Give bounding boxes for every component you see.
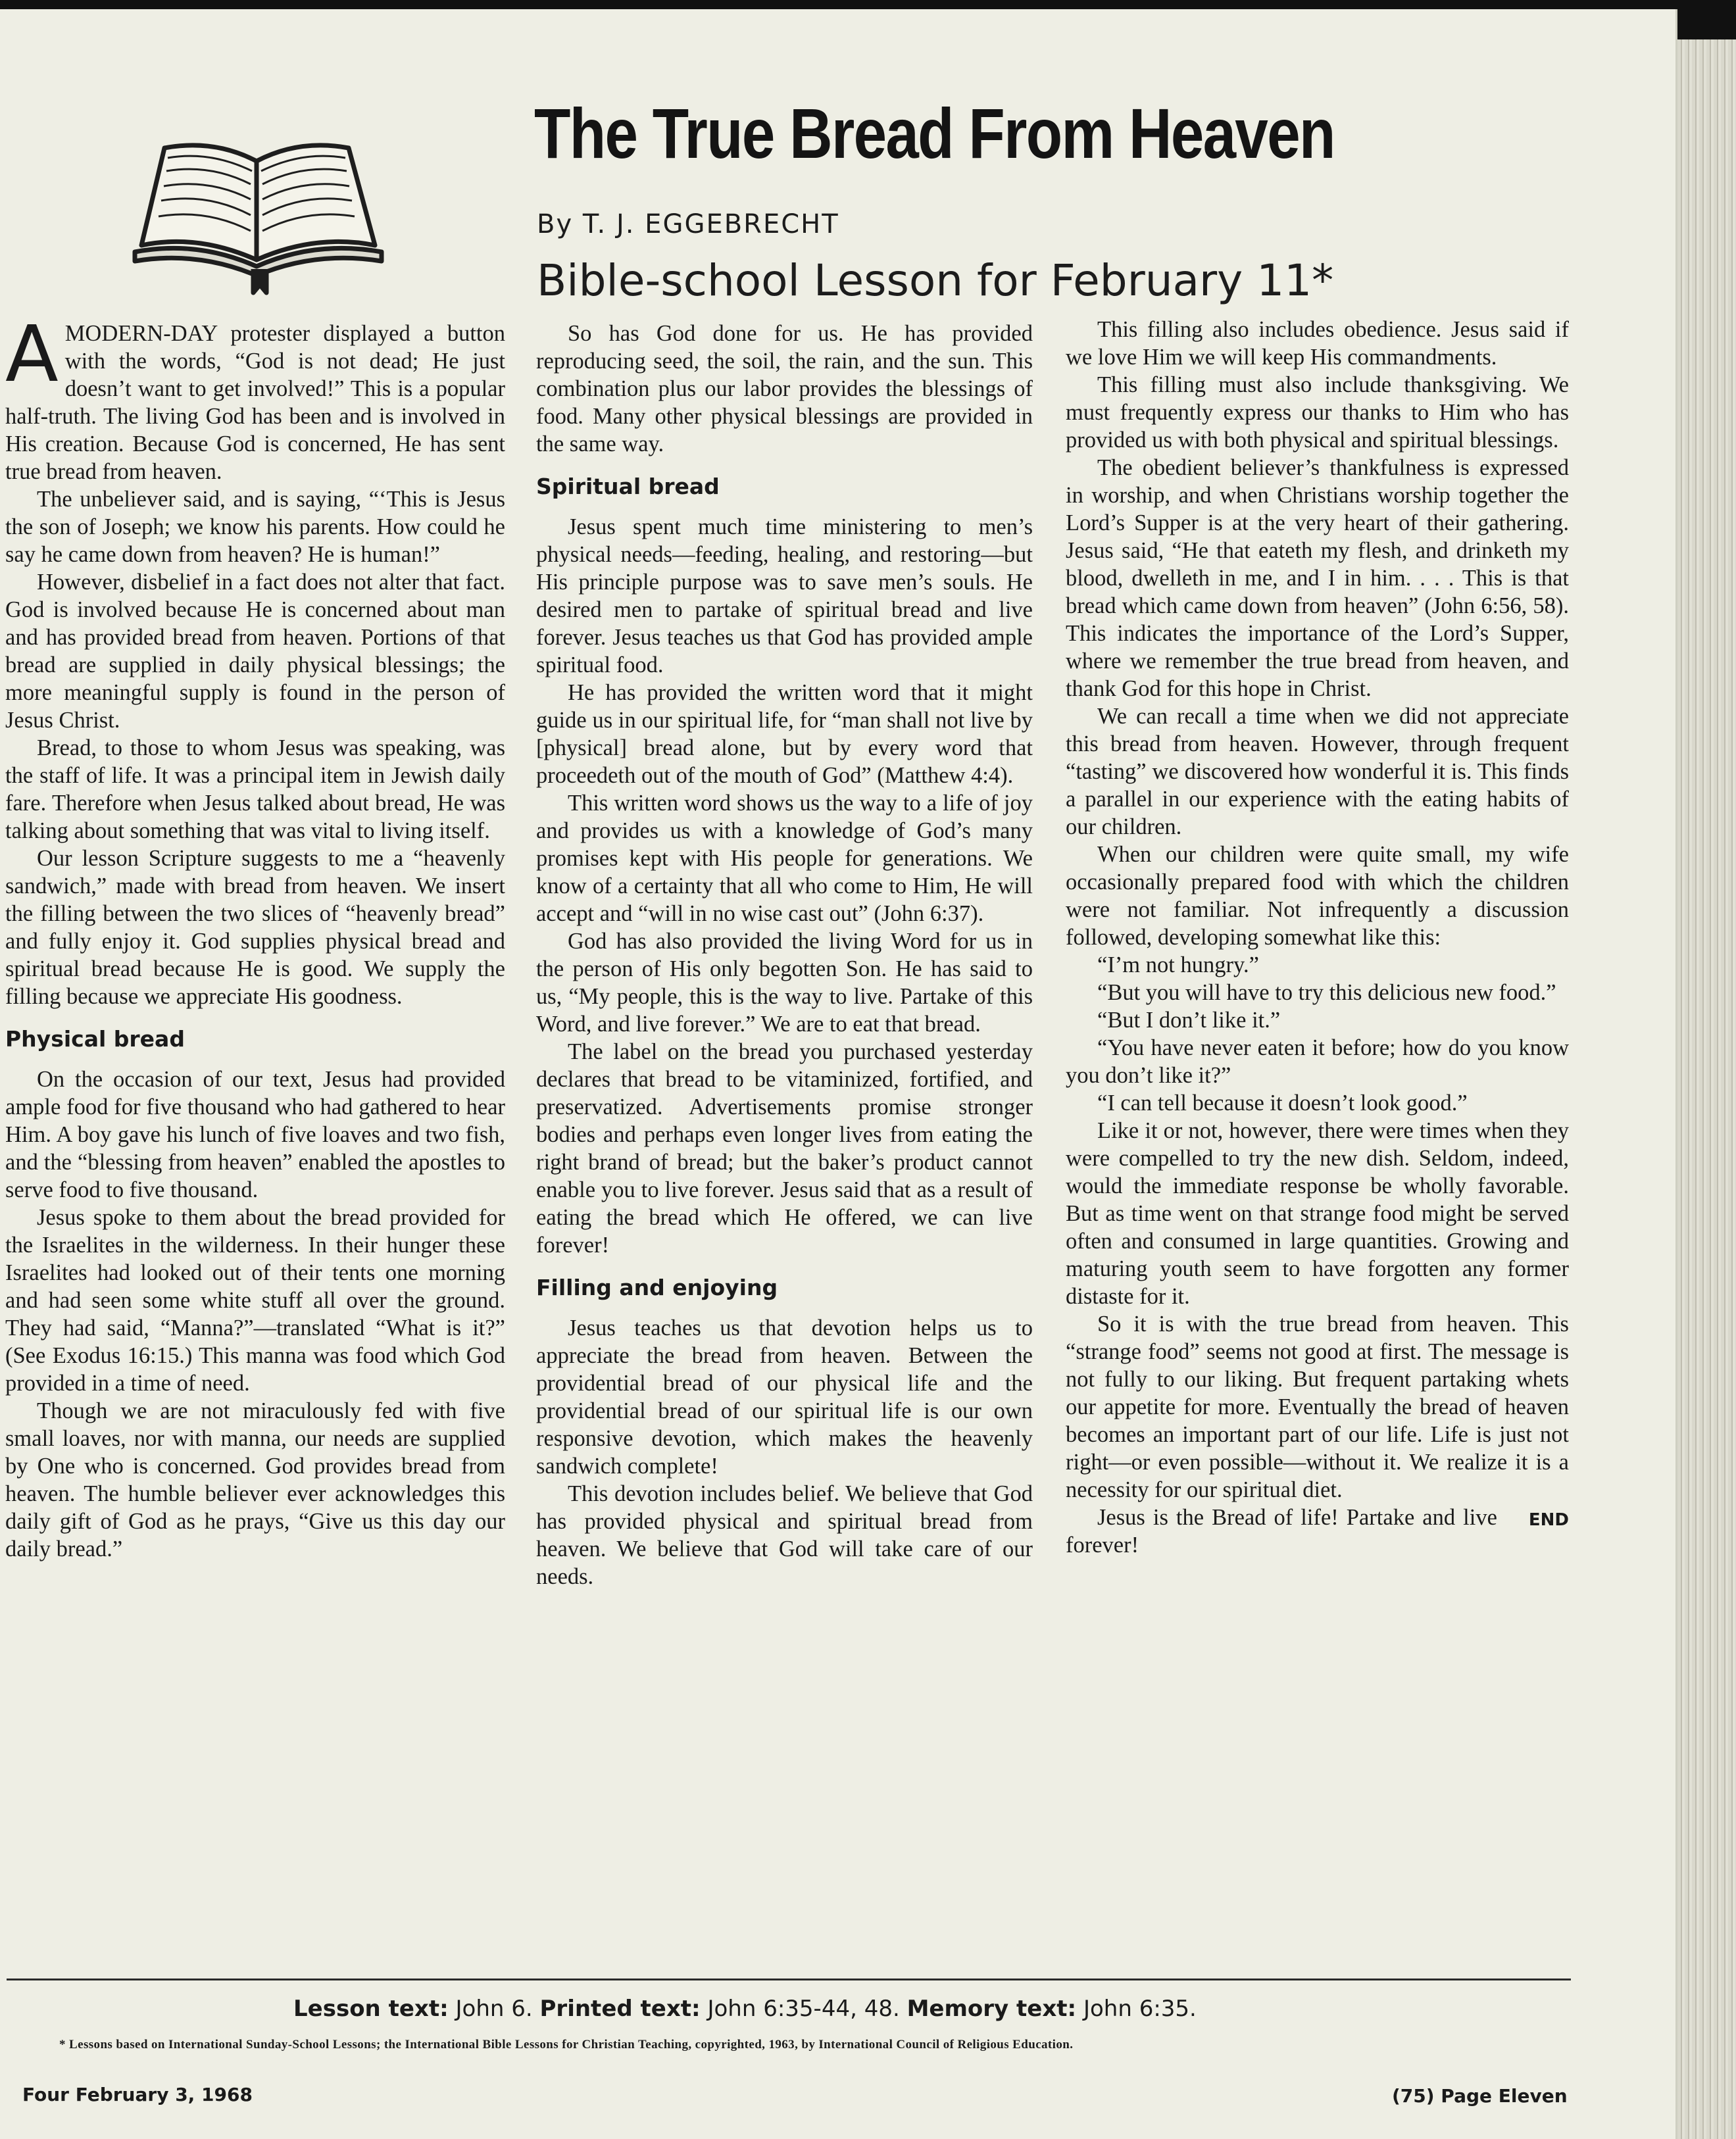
memory-text-label: Memory text: — [906, 1996, 1077, 2022]
paragraph: On the occasion of our text, Jesus had provided ample food for five thousand who had gathered to hear Him. A boy gave his lunch of five loaves and two fish, and the “blessing from heaven” enabled the apostles to serve food to five thousand. — [5, 1067, 505, 1202]
page-footer-date: Four February 3, 1968 — [22, 2084, 253, 2105]
dialogue-line: “But you will have to try this delicious new food.” — [1097, 980, 1556, 1005]
printed-text-value: John 6:35-44, 48. — [707, 1996, 900, 2022]
page-footer-number: (75) Page Eleven — [1392, 2085, 1568, 2107]
dialogue-line: “I’m not hungry.” — [1097, 952, 1259, 977]
paragraph: God has also provided the living Word for us in the person of His only begotten Son. He has said to us, “My people, this is the way to live. Partake of this Word, and live forever.” We are to eat that bread. — [536, 929, 1033, 1037]
paragraph: This filling also includes obedience. Jesus said if we love Him we will keep His commandments. — [1066, 317, 1569, 370]
lesson-text-value: John 6. — [455, 1996, 533, 2022]
paragraph: However, disbelief in a fact does not alter that fact. God is involved because He is concerned about man and has provided bread from heaven. Portions of that bread are supplied in daily physical blessings; the more meaningful supply is found in the person of Jesus Christ. — [5, 570, 505, 733]
paragraph: Jesus spent much time ministering to men’s physical needs—feeding, healing, and restoring—but His principle purpose was to save men’s souls. He desired men to partake of spiritual bread and live forever. Jesus teaches us that God has provided ample spiritual food. — [536, 514, 1033, 677]
section-heading: Physical bread — [5, 1026, 185, 1052]
drop-cap: A — [5, 308, 59, 399]
paragraph: This filling must also include thanksgiving. We must frequently express our thanks to Him who has provided us with both physical and spiritual blessings. — [1066, 372, 1569, 453]
memory-text-value: John 6:35. — [1083, 1996, 1197, 2022]
paragraph: He has provided the written word that it might guide us in our spiritual life, for “man shall not live by [physical] bread alone, but by every word that proceedeth out of the mouth of God” (Matthew 4:4). — [536, 680, 1033, 788]
end-mark: END — [1528, 1510, 1569, 1530]
paragraph: When our children were quite small, my wife occasionally prepared food with which the children were not familiar. Not infrequently a discussion followed, developing somewhat like this: — [1066, 842, 1569, 950]
paragraph: The label on the bread you purchased yesterday declares that bread to be vitaminized, fortified, and preservatized. Advertisements promise stronger bodies and perhaps even longer lives from eating the right brand of bread; but the baker’s product cannot enable you to live forever. Jesus said that as a result of eating the bread which He offered, we can live forever! — [536, 1039, 1033, 1258]
article-column-2 — [536, 320, 1033, 1590]
article-column-3 — [1066, 316, 1569, 1559]
paragraph: Our lesson Scripture suggests to me a “heavenly sandwich,” made with bread from heaven. We insert the filling between the two slices of “heavenly bread” and fully enjoy it. God supplies physical bread and spiritual bread because He is good. We supply the filling because we appreciate His goodness. — [5, 846, 505, 1009]
paragraph: So has God done for us. He has provided reproducing seed, the soil, the rain, and the sun. This combination plus our labor provides the blessings of food. Many other physical blessings are provided in the same way. — [536, 321, 1033, 456]
paragraph: The obedient believer’s thankfulness is expressed in worship, and when Christians worship together the Lord’s Supper is at the very heart of their gathering. Jesus said, “He that eateth my flesh, and drinketh my blood, dwelleth in me, and I in him. . . . This is that bread which came down from heaven” (John 6:56, 58). This indicates the importance of the Lord’s Supper, where we remember the true bread from heaven, and thank God for this hope in Christ. — [1066, 455, 1569, 701]
paragraph: Jesus teaches us that devotion helps us to appreciate the bread from heaven. Between the providential bread of our physical life and the providential bread of our spiritual life is our own responsive devotion, which makes the heavenly sandwich complete! — [536, 1315, 1033, 1479]
section-heading: Spiritual bread — [536, 474, 720, 499]
article-column-1 — [5, 308, 505, 1563]
lesson-references — [0, 1996, 1736, 2022]
article-title: The True Bread From Heaven — [534, 93, 1335, 173]
lesson-title: Bible-school Lesson for February 11* — [537, 255, 1334, 306]
copyright-footnote: * Lessons based on International Sunday-School Lessons; the International Bible Lessons for Christian Teaching, copyrighted, 1963, by International Council of Religious Education. — [59, 2038, 1074, 2052]
paragraph: This written word shows us the way to a life of joy and provides us with a knowledge of God’s many promises kept with His people for generations. We know of a certainty that all who come to Him, He will accept and “will in no wise cast out” (John 6:37). — [536, 791, 1033, 926]
lesson-text-label: Lesson text: — [293, 1996, 449, 2022]
dialogue-line: “But I don’t like it.” — [1097, 1008, 1281, 1033]
dialogue-line: “I can tell because it doesn’t look good.” — [1097, 1091, 1468, 1116]
footer-divider — [7, 1979, 1571, 1980]
paragraph: We can recall a time when we did not appreciate this bread from heaven. However, through frequent “tasting” we discovered how wonderful it is. This finds a parallel in our experience with the eating habits of our children. — [1066, 704, 1569, 839]
closing-line: Jesus is the Bread of life! Partake and live forever! — [1066, 1505, 1497, 1558]
byline: By T. J. EGGEBRECHT — [537, 209, 839, 239]
paragraph: MODERN-DAY protester displayed a button with the words, “God is not dead; He just doesn’t want to get involved!” This is a popular half-truth. The living God has been and is involved in His creation. Because God is concerned, He has sent true bread from heaven. — [5, 321, 505, 484]
paragraph: The unbeliever said, and is saying, “‘This is Jesus the son of Joseph; we know his parents. How could he say he came down from heaven? He is human!” — [5, 487, 505, 567]
paragraph — [1066, 1504, 1569, 1559]
paragraph: This devotion includes belief. We believe that God has provided physical and spiritual bread from heaven. We believe that God will take care of our needs. — [536, 1481, 1033, 1589]
section-heading: Filling and enjoying — [536, 1275, 778, 1300]
paragraph: Bread, to those to whom Jesus was speaking, was the staff of life. It was a principal item in Jewish daily fare. Therefore when Jesus talked about bread, He was talking about something that was vital to living itself. — [5, 735, 505, 843]
paragraph: Jesus spoke to them about the bread provided for the Israelites in the wilderness. In their hunger these Israelites had looked out of their tents one morning and had seen some white stuff all over the ground. They had said, “Manna?”—translated “What is it?” (See Exodus 16:15.) This manna was food which God provided in a time of need. — [5, 1205, 505, 1396]
paragraph: Like it or not, however, there were times when they were compelled to try the new dish. Seldom, indeed, would the immediate response be wholly favorable. But as time went on that strange food might be served often and consumed in large quantities. Growing and maturing youth seem to have forgotten any former distaste for it. — [1066, 1118, 1569, 1309]
paragraph: Though we are not miraculously fed with five small loaves, nor with manna, our needs are supplied by One who is concerned. God provides bread from heaven. The humble believer ever acknowledges this daily gift of God as he prays, “Give us this day our daily bread.” — [5, 1398, 505, 1561]
printed-text-label: Printed text: — [539, 1996, 701, 2022]
paragraph: So it is with the true bread from heaven. This “strange food” seems not good at first. The message is not fully to our liking. But frequent partaking whets our appetite for more. Eventually the bread of heaven becomes an important part of our life. Life is just not right—or even possible—without it. We realize it is a necessity for our spiritual diet. — [1066, 1312, 1569, 1502]
open-bible-icon — [128, 135, 388, 299]
dialogue-line: “You have never eaten it before; how do you know you don’t like it?” — [1066, 1035, 1569, 1088]
page-stack-edge — [1677, 39, 1736, 2139]
